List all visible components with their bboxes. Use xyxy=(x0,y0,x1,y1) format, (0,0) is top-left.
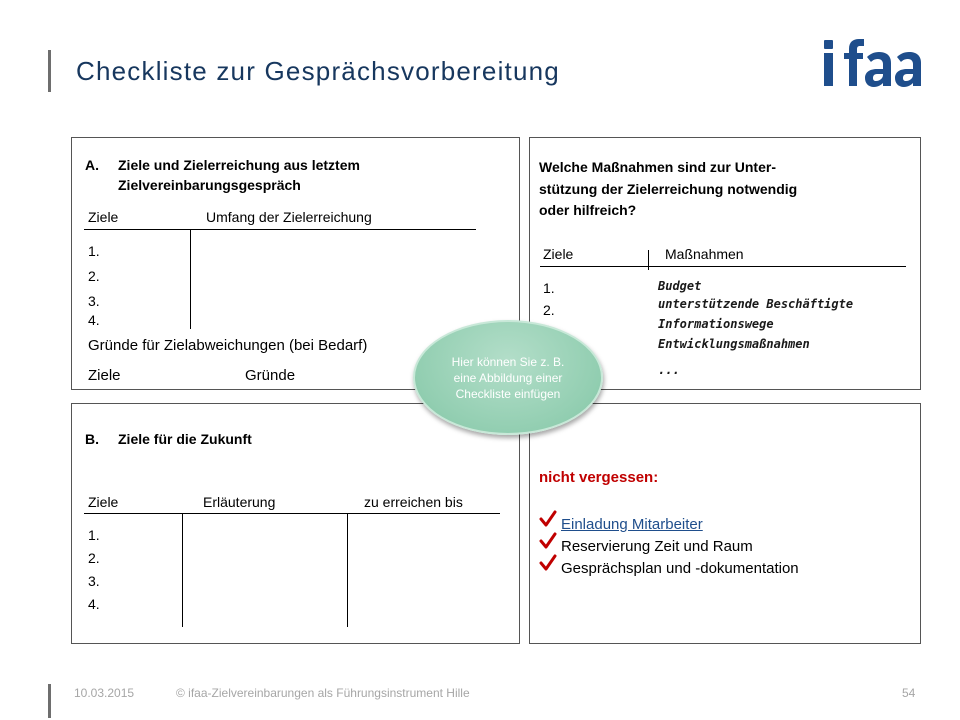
table-divider xyxy=(540,266,906,267)
col-goals-header: Ziele xyxy=(543,246,574,262)
reminder-item: Reservierung Zeit und Raum xyxy=(561,538,753,555)
list-number: 4. xyxy=(88,596,100,612)
table-divider xyxy=(84,513,500,514)
table-divider xyxy=(84,229,476,230)
col-scope-header: Umfang der Zielerreichung xyxy=(206,209,372,225)
col-explanation-header: Erläuterung xyxy=(203,494,276,510)
col-goals-header: Ziele xyxy=(88,209,119,225)
reminder-link-employee-invitation[interactable]: Einladung Mitarbeiter xyxy=(561,516,703,533)
measures-question-line3: oder hilfreich? xyxy=(539,202,637,218)
footer-date: 10.03.2015 xyxy=(74,686,135,700)
list-number: 2. xyxy=(88,268,100,284)
measures-question-line2: stützung der Zielerreichung notwendig xyxy=(539,181,798,197)
col-deadline-header: zu erreichen bis xyxy=(364,494,463,510)
list-number: 3. xyxy=(88,573,100,589)
column-divider xyxy=(347,514,348,627)
section-a-heading-line2: Zielvereinbarungsgespräch xyxy=(118,177,301,193)
panel-reminders xyxy=(529,403,921,644)
handwritten-measure: Informationswege xyxy=(658,317,774,331)
section-b-label: B. xyxy=(85,431,99,447)
column-divider xyxy=(182,514,183,627)
footer-page-number: 54 xyxy=(902,686,916,700)
list-number: 1. xyxy=(88,527,100,543)
section-a-heading: Ziele und Zielerreichung aus letztem xyxy=(118,157,360,173)
list-number: 4. xyxy=(88,312,100,328)
page-title: Checkliste zur Gesprächsvorbereitung xyxy=(76,56,560,86)
placeholder-note-text: Hier können Sie z. B. eine Abbildung einer Checkliste einfügen xyxy=(451,354,565,401)
reminder-item: Gesprächsplan und -dokumentation xyxy=(561,560,799,577)
ifaa-logo xyxy=(821,36,925,92)
col-reasons-header: Gründe xyxy=(245,367,296,384)
section-b-heading: Ziele für die Zukunft xyxy=(118,431,252,447)
list-number: 2. xyxy=(88,550,100,566)
list-number: 3. xyxy=(88,293,100,309)
measures-question: Welche Maßnahmen sind zur Unter- xyxy=(539,159,776,175)
checkmark-icon xyxy=(539,554,557,572)
reminders-list xyxy=(539,508,919,588)
handwritten-measure: Budget xyxy=(658,279,702,293)
placeholder-note-bubble xyxy=(413,320,603,435)
footer-accent-bar xyxy=(48,684,51,718)
list-number: 2. xyxy=(543,302,555,318)
handwritten-measure: Entwicklungsmaßnahmen xyxy=(658,337,810,351)
handwritten-measure: unterstützende Beschäftigte xyxy=(658,297,854,311)
checkmark-icon xyxy=(539,510,557,528)
list-number: 1. xyxy=(543,280,555,296)
panel-future-goals xyxy=(71,403,520,644)
col-goals-header-2: Ziele xyxy=(88,367,121,384)
handwritten-measure: ... xyxy=(658,363,680,377)
section-a-label: A. xyxy=(85,157,99,173)
reminders-heading: nicht vergessen: xyxy=(539,469,659,486)
footer-copyright: © ifaa-Zielvereinbarungen als Führungsinstrument Hille xyxy=(176,686,470,700)
col-goals-header: Ziele xyxy=(88,494,119,510)
col-measures-header: Maßnahmen xyxy=(665,246,744,262)
checkmark-icon xyxy=(539,532,557,550)
column-divider xyxy=(648,250,649,270)
title-accent-bar xyxy=(48,50,51,92)
list-number: 1. xyxy=(88,243,100,259)
column-divider xyxy=(190,230,191,329)
reasons-heading: Gründe für Zielabweichungen (bei Bedarf) xyxy=(88,337,368,354)
